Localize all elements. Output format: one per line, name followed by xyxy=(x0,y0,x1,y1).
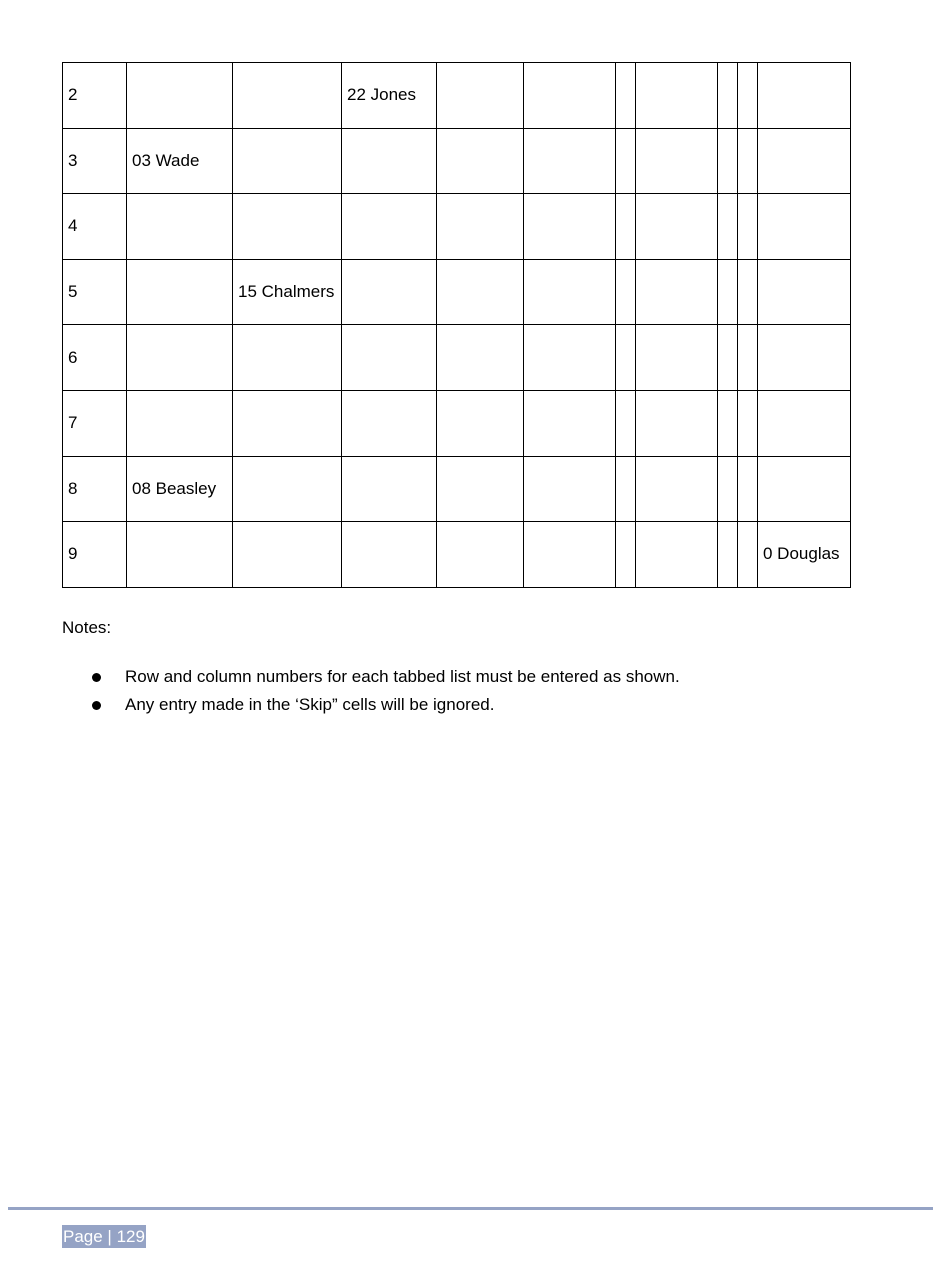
table-cell xyxy=(758,325,851,391)
table-row xyxy=(63,456,851,522)
note-item xyxy=(62,692,680,720)
table-cell xyxy=(127,63,233,129)
skip-cell xyxy=(616,259,636,325)
table-cell xyxy=(437,194,524,260)
skip-cell xyxy=(616,522,636,588)
skip-cell xyxy=(616,325,636,391)
row-number-cell: 4 xyxy=(63,194,127,260)
table-cell: 15 Chalmers xyxy=(233,259,342,325)
skip-cell xyxy=(718,522,738,588)
table-cell xyxy=(758,63,851,129)
skip-cell xyxy=(738,194,758,260)
table-cell xyxy=(758,259,851,325)
table-cell xyxy=(233,456,342,522)
skip-cell xyxy=(738,259,758,325)
table-cell xyxy=(524,194,616,260)
table-cell xyxy=(127,390,233,456)
skip-cell xyxy=(738,456,758,522)
note-item xyxy=(62,664,680,692)
skip-cell xyxy=(718,259,738,325)
table-cell xyxy=(437,522,524,588)
table-cell xyxy=(437,259,524,325)
note-text: Row and column numbers for each tabbed list must be entered as shown. xyxy=(125,667,680,686)
table-cell xyxy=(524,522,616,588)
skip-cell xyxy=(738,63,758,129)
skip-cell xyxy=(718,63,738,129)
notes-heading: Notes: xyxy=(62,618,112,637)
table-cell xyxy=(636,128,718,194)
bullet-icon xyxy=(92,701,101,710)
table-cell xyxy=(342,259,437,325)
row-number-cell: 2 xyxy=(63,63,127,129)
table-cell xyxy=(233,522,342,588)
row-number-cell: 3 xyxy=(63,128,127,194)
row-number-cell: 8 xyxy=(63,456,127,522)
table-cell xyxy=(127,522,233,588)
row-number-cell: 9 xyxy=(63,522,127,588)
table-cell xyxy=(437,325,524,391)
table-row xyxy=(63,194,851,260)
table-cell: 0 Douglas xyxy=(758,522,851,588)
table-row xyxy=(63,390,851,456)
bullet-icon xyxy=(92,673,101,682)
table-cell xyxy=(342,522,437,588)
table-cell xyxy=(636,325,718,391)
table-cell xyxy=(342,128,437,194)
table-cell xyxy=(342,456,437,522)
table-row xyxy=(63,63,851,129)
table-cell xyxy=(342,390,437,456)
table-cell xyxy=(437,456,524,522)
skip-cell xyxy=(718,194,738,260)
skip-cell xyxy=(616,194,636,260)
note-text: Any entry made in the ‘Skip” cells will be ignored. xyxy=(125,695,495,714)
table-row xyxy=(63,522,851,588)
table-cell xyxy=(524,456,616,522)
table-row xyxy=(63,325,851,391)
skip-cell xyxy=(738,128,758,194)
table-cell xyxy=(233,63,342,129)
table-cell xyxy=(758,390,851,456)
table-row xyxy=(63,128,851,194)
row-number-cell: 7 xyxy=(63,390,127,456)
table-cell xyxy=(636,63,718,129)
table-cell xyxy=(342,194,437,260)
table-cell xyxy=(524,259,616,325)
table-cell xyxy=(233,128,342,194)
table-cell xyxy=(758,456,851,522)
table-cell xyxy=(233,390,342,456)
page-number: Page | 129 xyxy=(63,1227,145,1246)
table-cell xyxy=(758,194,851,260)
table-cell xyxy=(233,325,342,391)
skip-cell xyxy=(616,456,636,522)
table-cell: 03 Wade xyxy=(127,128,233,194)
table-cell xyxy=(437,128,524,194)
skip-cell xyxy=(738,522,758,588)
table-cell: 22 Jones xyxy=(342,63,437,129)
table-cell xyxy=(127,194,233,260)
table-cell xyxy=(524,390,616,456)
table-cell xyxy=(437,390,524,456)
table-cell xyxy=(636,522,718,588)
skip-cell xyxy=(718,325,738,391)
skip-cell xyxy=(718,128,738,194)
skip-cell xyxy=(616,390,636,456)
tabbed-list-table xyxy=(62,62,851,588)
table-cell xyxy=(636,259,718,325)
table-cell xyxy=(524,128,616,194)
table-cell: 08 Beasley xyxy=(127,456,233,522)
table-cell xyxy=(127,259,233,325)
table-cell xyxy=(342,325,437,391)
table-cell xyxy=(437,63,524,129)
table-cell xyxy=(524,63,616,129)
skip-cell xyxy=(738,325,758,391)
table-cell xyxy=(636,194,718,260)
table-cell xyxy=(127,325,233,391)
skip-cell xyxy=(616,128,636,194)
table-cell xyxy=(636,390,718,456)
row-number-cell: 6 xyxy=(63,325,127,391)
skip-cell xyxy=(718,456,738,522)
notes-list xyxy=(62,664,680,720)
table-cell xyxy=(233,194,342,260)
table-row xyxy=(63,259,851,325)
skip-cell xyxy=(738,390,758,456)
row-number-cell: 5 xyxy=(63,259,127,325)
table-cell xyxy=(758,128,851,194)
table-cell xyxy=(524,325,616,391)
table-cell xyxy=(636,456,718,522)
skip-cell xyxy=(616,63,636,129)
footer-divider xyxy=(8,1207,933,1210)
skip-cell xyxy=(718,390,738,456)
